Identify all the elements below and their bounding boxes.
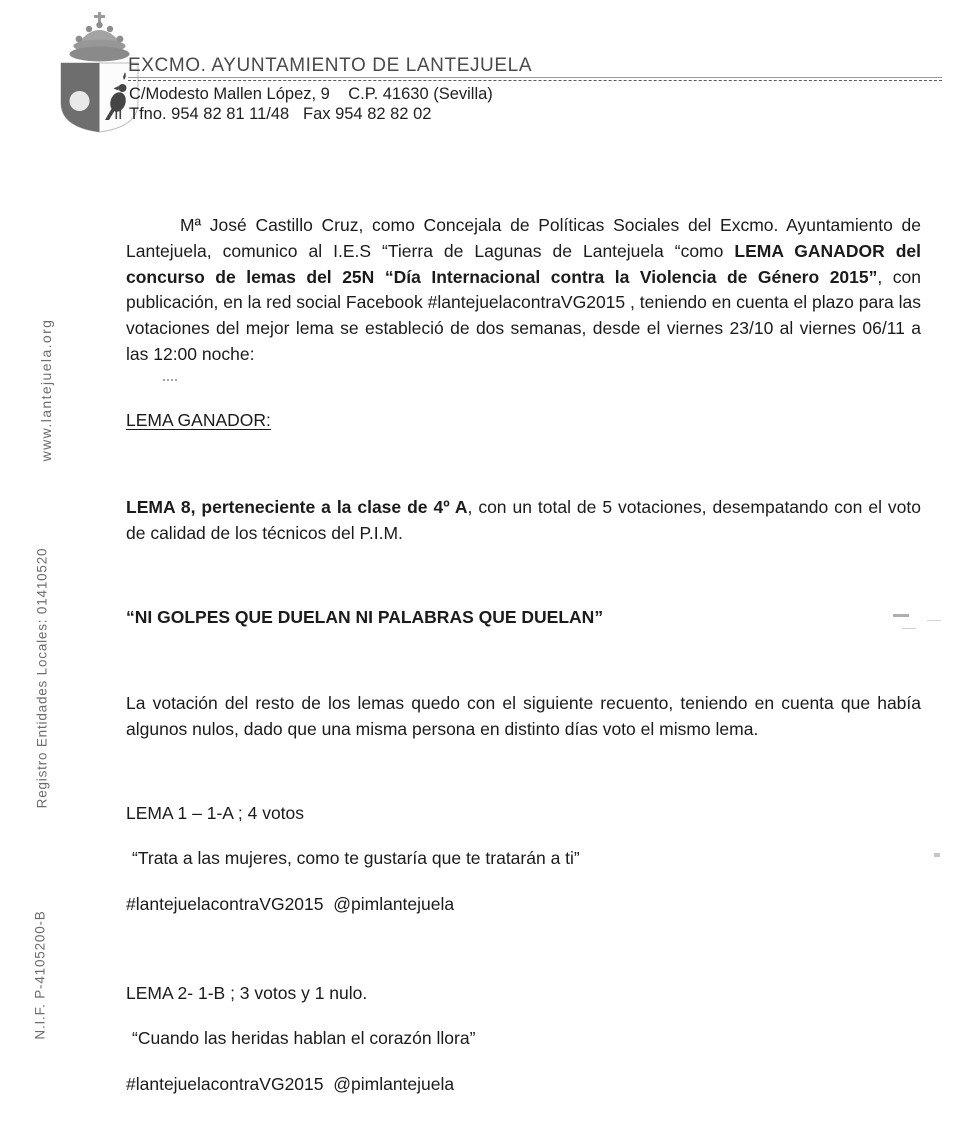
lema-block-1 xyxy=(126,801,921,917)
lema-quote: “Cuando las heridas hablan el corazón llora” xyxy=(132,1027,476,1048)
header-rule xyxy=(128,77,942,81)
winner-text-rest: , con un total de 5 votaciones, desempatando con el voto de calidad de los técnicos del P.I.M. xyxy=(126,497,921,543)
sidebar-nif-text: N.I.F. P-4105200-B xyxy=(32,910,48,1040)
lema-hashtags: #lantejuelacontraVG2015 @pimlantejuela xyxy=(126,893,455,914)
lema-block-2 xyxy=(126,981,921,1097)
lema-hashtags: #lantejuelacontraVG2015 @pimlantejuela xyxy=(126,1073,455,1094)
org-phone-fax: Tfno. 954 82 81 11/48 Fax 954 82 82 02 xyxy=(129,105,432,123)
intro-paragraph xyxy=(126,213,921,368)
lema-title: LEMA 2- 1-B ; 3 votos y 1 nulo. xyxy=(126,983,368,1003)
sidebar-website-text: www.lantejuela.org xyxy=(38,318,54,462)
intro-text-bold: LEMA GANADOR del concurso de lemas del 25N “Día Internacional contra la Violencia de Género 2015” xyxy=(126,240,921,287)
winner-text-bold: LEMA 8, perteneciente a la clase de 4º A xyxy=(126,497,468,517)
lema-quote: “Trata a las mujeres, como te gustaría que te tratarán a ti” xyxy=(132,847,580,868)
crown-icon xyxy=(70,12,130,62)
scan-artifact xyxy=(163,379,177,381)
winner-heading: LEMA GANADOR: xyxy=(126,410,271,430)
scan-artifact xyxy=(893,614,909,617)
intro-text-tail: , con publicación, en la red social Facebook #lantejuelacontraVG2015 , teniendo en cuenta el plazo para las votaciones del mejor lema se estableció de dos semanas, desde el viernes 23/10 al viernes 06/11 a las 12:00 noche: xyxy=(126,266,921,364)
shield-disc xyxy=(70,91,90,111)
org-address: C/Modesto Mallen López, 9 C.P. 41630 (Sevilla) xyxy=(129,85,493,103)
org-name: EXCMO. AYUNTAMIENTO DE LANTEJUELA xyxy=(128,55,533,76)
sidebar-registry-text: Registro Entidades Locales: 01410520 xyxy=(34,547,50,809)
lema-title: LEMA 1 – 1-A ; 4 votos xyxy=(126,803,305,823)
shield-icon xyxy=(61,63,138,132)
winner-paragraph xyxy=(126,495,921,547)
scan-artifact xyxy=(934,853,940,857)
intro-text-lead: Mª José Castillo Cruz, como Concejala de Políticas Sociales del Excmo. Ayuntamiento de Lantejuela, comunico al I.E.S “Tierra de Lagunas de Lantejuela “como xyxy=(126,215,921,261)
recount-note: La votación del resto de los lemas quedo con el siguiente recuento, teniendo en cuenta que había algunos nulos, dado que una misma persona en distinto días voto el mismo lema. xyxy=(126,693,921,739)
winner-slogan: “NI GOLPES QUE DUELAN NI PALABRAS QUE DUELAN” xyxy=(126,607,604,627)
